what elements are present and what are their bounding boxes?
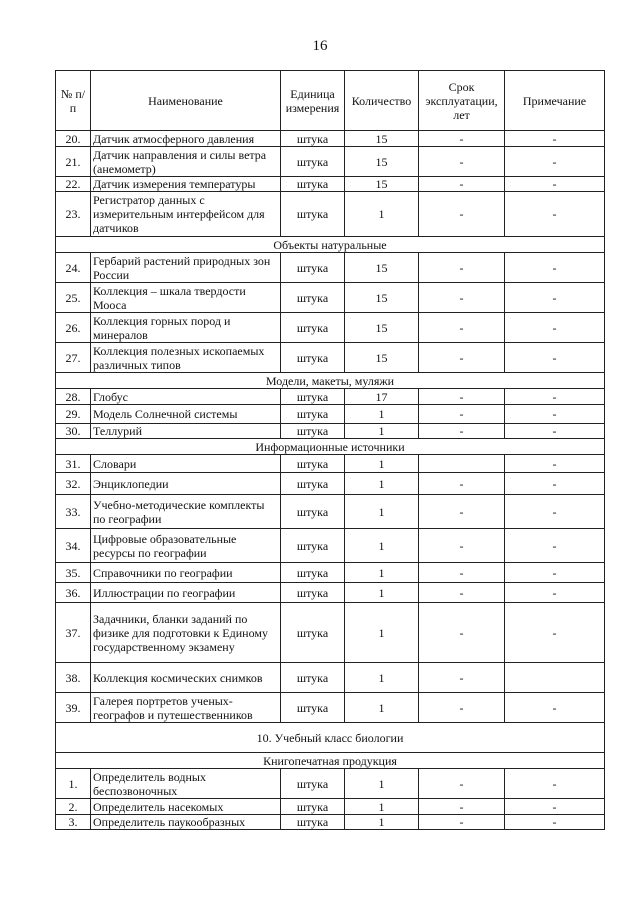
row-quantity: 15: [345, 283, 419, 313]
row-unit: штука: [281, 405, 345, 424]
row-unit: штука: [281, 455, 345, 473]
row-name: Датчик измерения температуры: [91, 177, 281, 192]
table-row: [56, 313, 605, 343]
row-note: -: [505, 253, 605, 283]
row-name: Теллурий: [91, 424, 281, 439]
row-note: -: [505, 563, 605, 583]
row-quantity: 1: [345, 405, 419, 424]
row-number: 22.: [56, 177, 91, 192]
row-unit: штука: [281, 495, 345, 529]
row-term: -: [419, 405, 505, 424]
row-note: -: [505, 583, 605, 603]
row-number: 35.: [56, 563, 91, 583]
row-number: 20.: [56, 131, 91, 147]
table-row: [56, 473, 605, 495]
row-unit: штука: [281, 192, 345, 237]
row-unit: штука: [281, 177, 345, 192]
row-note: -: [505, 455, 605, 473]
row-term: -: [419, 603, 505, 663]
row-unit: штука: [281, 769, 345, 799]
row-unit: штука: [281, 313, 345, 343]
row-note: -: [505, 283, 605, 313]
row-quantity: 1: [345, 769, 419, 799]
row-number: 27.: [56, 343, 91, 373]
row-number: 23.: [56, 192, 91, 237]
row-term: -: [419, 192, 505, 237]
section-title: 10. Учебный класс биологии: [56, 723, 605, 753]
row-unit: штука: [281, 815, 345, 830]
row-unit: штука: [281, 529, 345, 563]
row-note: -: [505, 343, 605, 373]
table-body: [56, 131, 605, 830]
row-number: 29.: [56, 405, 91, 424]
row-note: -: [505, 313, 605, 343]
row-unit: штука: [281, 424, 345, 439]
row-name: Глобус: [91, 389, 281, 405]
row-term: -: [419, 389, 505, 405]
row-note: -: [505, 799, 605, 815]
row-term: -: [419, 473, 505, 495]
row-quantity: 15: [345, 131, 419, 147]
page-number: 16: [312, 38, 328, 54]
table-row: [56, 405, 605, 424]
row-note: -: [505, 131, 605, 147]
row-term: -: [419, 693, 505, 723]
row-number: 30.: [56, 424, 91, 439]
row-quantity: 1: [345, 473, 419, 495]
row-number: 2.: [56, 799, 91, 815]
section-title: Модели, макеты, муляжи: [56, 373, 605, 389]
row-number: 36.: [56, 583, 91, 603]
row-term: -: [419, 147, 505, 177]
row-note: -: [505, 815, 605, 830]
row-unit: штука: [281, 389, 345, 405]
row-quantity: 15: [345, 147, 419, 177]
row-unit: штука: [281, 693, 345, 723]
table-row: [56, 563, 605, 583]
row-number: 25.: [56, 283, 91, 313]
section-row: [56, 237, 605, 253]
row-number: 24.: [56, 253, 91, 283]
row-note: -: [505, 424, 605, 439]
table-row: [56, 343, 605, 373]
row-number: 1.: [56, 769, 91, 799]
header-unit: Единица измерения: [281, 71, 345, 131]
section-title: Объекты натуральные: [56, 237, 605, 253]
row-quantity: 1: [345, 603, 419, 663]
row-quantity: 1: [345, 192, 419, 237]
row-quantity: 15: [345, 313, 419, 343]
header-qty: Количество: [345, 71, 419, 131]
row-number: 39.: [56, 693, 91, 723]
row-name: Регистратор данных с измерительным интерфейсом для датчиков: [91, 192, 281, 237]
row-unit: штука: [281, 583, 345, 603]
row-unit: штука: [281, 283, 345, 313]
row-term: -: [419, 313, 505, 343]
row-name: Иллюстрации по географии: [91, 583, 281, 603]
row-note: -: [505, 495, 605, 529]
section-title: Книгопечатная продукция: [56, 753, 605, 769]
row-note: -: [505, 769, 605, 799]
row-quantity: 1: [345, 529, 419, 563]
row-number: 31.: [56, 455, 91, 473]
row-unit: штука: [281, 663, 345, 693]
row-term: -: [419, 253, 505, 283]
row-name: Модель Солнечной системы: [91, 405, 281, 424]
row-quantity: 15: [345, 343, 419, 373]
row-quantity: 1: [345, 424, 419, 439]
table-header-row: [56, 71, 605, 131]
table-row: [56, 583, 605, 603]
row-name: Определитель водных беспозвоночных: [91, 769, 281, 799]
row-term: -: [419, 495, 505, 529]
row-number: 38.: [56, 663, 91, 693]
table-row: [56, 283, 605, 313]
table-row: [56, 529, 605, 563]
row-name: Определитель насекомых: [91, 799, 281, 815]
row-note: -: [505, 405, 605, 424]
row-quantity: 1: [345, 583, 419, 603]
row-unit: штука: [281, 603, 345, 663]
row-name: Датчик атмосферного давления: [91, 131, 281, 147]
table-row: [56, 389, 605, 405]
row-note: -: [505, 192, 605, 237]
row-number: 26.: [56, 313, 91, 343]
row-quantity: 15: [345, 177, 419, 192]
row-name: Галерея портретов ученых-географов и путешественников: [91, 693, 281, 723]
row-unit: штука: [281, 473, 345, 495]
table-row: [56, 769, 605, 799]
section-row: [56, 373, 605, 389]
section-row: [56, 439, 605, 455]
row-name: Коллекция полезных ископаемых различных типов: [91, 343, 281, 373]
row-note: -: [505, 389, 605, 405]
table-row: [56, 253, 605, 283]
row-unit: штука: [281, 253, 345, 283]
table-row: [56, 455, 605, 473]
row-name: Учебно-методические комплекты по географии: [91, 495, 281, 529]
row-name: Коллекция космических снимков: [91, 663, 281, 693]
row-note: -: [505, 473, 605, 495]
table-row: [56, 603, 605, 663]
row-name: Словари: [91, 455, 281, 473]
row-unit: штука: [281, 563, 345, 583]
row-note: -: [505, 529, 605, 563]
row-number: 32.: [56, 473, 91, 495]
row-term: -: [419, 131, 505, 147]
row-quantity: 15: [345, 253, 419, 283]
row-name: Датчик направления и силы ветра (анемометр): [91, 147, 281, 177]
row-quantity: 1: [345, 495, 419, 529]
row-name: Определитель паукообразных: [91, 815, 281, 830]
row-name: Задачники, бланки заданий по физике для подготовки к Единому государственному экзамену: [91, 603, 281, 663]
header-num: № п/п: [56, 71, 91, 131]
row-name: Коллекция – шкала твердости Мооса: [91, 283, 281, 313]
row-term: -: [419, 799, 505, 815]
row-term: -: [419, 663, 505, 693]
row-note: -: [505, 603, 605, 663]
table-row: [56, 177, 605, 192]
row-quantity: 1: [345, 815, 419, 830]
row-term: -: [419, 769, 505, 799]
header-name: Наименование: [91, 71, 281, 131]
row-term: -: [419, 424, 505, 439]
section-title: Информационные источники: [56, 439, 605, 455]
row-number: 21.: [56, 147, 91, 177]
row-name: Коллекция горных пород и минералов: [91, 313, 281, 343]
equipment-table: [55, 70, 605, 830]
row-quantity: 1: [345, 799, 419, 815]
table-row: [56, 663, 605, 693]
row-term: -: [419, 583, 505, 603]
header-term: Срок эксплуатации, лет: [419, 71, 505, 131]
row-note: -: [505, 693, 605, 723]
row-term: [419, 455, 505, 473]
row-term: -: [419, 177, 505, 192]
row-quantity: 17: [345, 389, 419, 405]
row-quantity: 1: [345, 563, 419, 583]
row-number: 37.: [56, 603, 91, 663]
section-row: [56, 723, 605, 753]
row-name: Гербарий растений природных зон России: [91, 253, 281, 283]
row-quantity: 1: [345, 455, 419, 473]
table-row: [56, 495, 605, 529]
row-note: -: [505, 147, 605, 177]
table-row: [56, 693, 605, 723]
row-term: -: [419, 343, 505, 373]
row-note: -: [505, 177, 605, 192]
row-number: 33.: [56, 495, 91, 529]
row-name: Энциклопедии: [91, 473, 281, 495]
row-unit: штука: [281, 343, 345, 373]
table-row: [56, 799, 605, 815]
row-number: 34.: [56, 529, 91, 563]
row-note: [505, 663, 605, 693]
row-name: Цифровые образовательные ресурсы по географии: [91, 529, 281, 563]
row-unit: штука: [281, 147, 345, 177]
row-quantity: 1: [345, 663, 419, 693]
table-row: [56, 147, 605, 177]
row-unit: штука: [281, 799, 345, 815]
section-row: [56, 753, 605, 769]
row-term: -: [419, 529, 505, 563]
row-quantity: 1: [345, 693, 419, 723]
table-row: [56, 424, 605, 439]
row-term: -: [419, 815, 505, 830]
row-name: Справочники по географии: [91, 563, 281, 583]
table-row: [56, 192, 605, 237]
row-number: 3.: [56, 815, 91, 830]
row-unit: штука: [281, 131, 345, 147]
row-term: -: [419, 563, 505, 583]
header-note: Примечание: [505, 71, 605, 131]
table-row: [56, 131, 605, 147]
row-term: -: [419, 283, 505, 313]
row-number: 28.: [56, 389, 91, 405]
table-row: [56, 815, 605, 830]
